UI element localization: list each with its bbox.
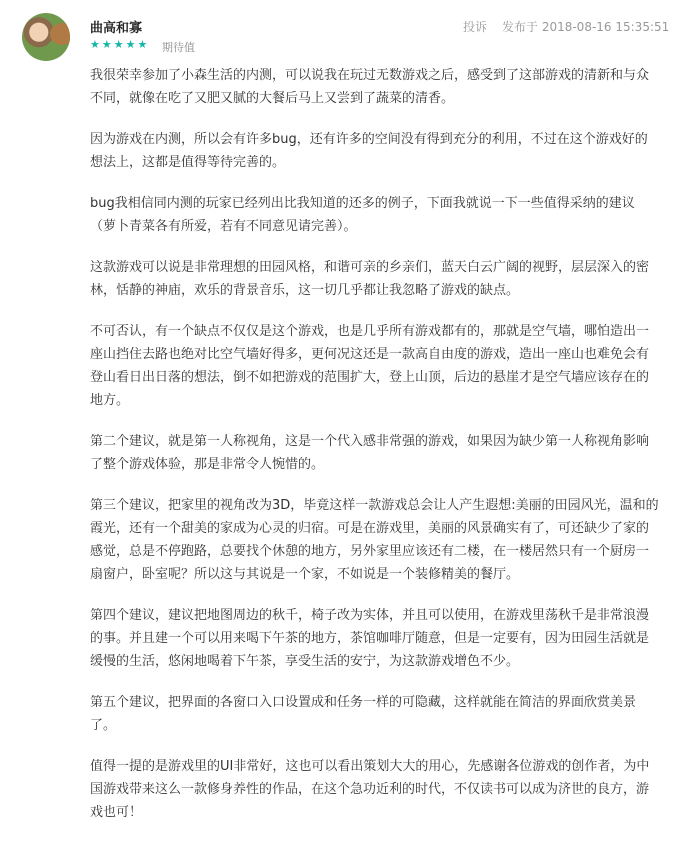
star-icon: ★ bbox=[90, 38, 100, 51]
review-paragraph: bug我相信同内测的玩家已经列出比我知道的还多的例子，下面我就说一下一些值得采纳的建议（萝卜青菜各有所爱，若有不同意见请完善）。 bbox=[90, 196, 635, 234]
review-paragraph: 值得一提的是游戏里的UI非常好，这也可以看出策划大大的用心，先感谢各位游戏的创作者，为中国游戏带来这么一款修身养性的作品，在这个急功近利的时代，不仅读书可以成为济世的良方，游戏也可！ bbox=[90, 759, 650, 820]
report-link[interactable]: 投诉 bbox=[463, 20, 488, 34]
review-content bbox=[90, 64, 660, 842]
star-icon: ★ bbox=[125, 38, 136, 51]
rating-label: 期待值 bbox=[162, 41, 195, 54]
star-icon: ★ bbox=[113, 38, 124, 51]
review-paragraph: 这款游戏可以说是非常理想的田园风格，和谐可亲的乡亲们，蓝天白云广阔的视野，层层深入的密林，恬静的神庙，欢乐的背景音乐，这一切几乎都让我忽略了游戏的缺点。 bbox=[90, 260, 650, 298]
avatar[interactable] bbox=[22, 13, 70, 61]
publish-timestamp: 发布于 2018-08-16 15:35:51 bbox=[502, 20, 670, 34]
review-paragraph: 第五个建议，把界面的各窗口入口设置成和任务一样的可隐藏，这样就能在简洁的界面欣赏美景了。 bbox=[90, 695, 637, 733]
review-paragraph: 因为游戏在内测，所以会有许多bug，还有许多的空间没有得到充分的利用，不过在这个游戏好的想法上，这都是值得等待完善的。 bbox=[90, 132, 648, 170]
star-icon: ★ bbox=[137, 38, 148, 51]
avatar-dog-shape bbox=[50, 23, 70, 45]
username[interactable]: 曲高和寡 bbox=[90, 21, 143, 36]
rating-stars bbox=[90, 39, 147, 51]
review-paragraph: 不可否认，有一个缺点不仅仅是这个游戏，也是几乎所有游戏都有的，那就是空气墙，哪怕造出一座山挡住去路也绝对比空气墙好得多，更何况这还是一款高自由度的游戏，造出一座山也难免会有登山看日出日落的想法，倒不如把游戏的范围扩大，登上山顶，后边的悬崖才是空气墙应该存在的地方。 bbox=[90, 324, 650, 408]
star-icon: ★ bbox=[101, 38, 112, 51]
review-paragraph: 第二个建议，就是第一人称视角，这是一个代入感非常强的游戏，如果因为缺少第一人称视角影响了整个游戏体验，那是非常令人惋惜的。 bbox=[90, 434, 650, 472]
review-paragraph: 第三个建议，把家里的视角改为3D，毕竟这样一款游戏总会让人产生遐想:美丽的田园风光，温和的霞光，还有一个甜美的家成为心灵的归宿。可是在游戏里，美丽的风景确实有了，可还缺少了家的感觉，总是不停跑路，总要找个休憩的地方，另外家里应该还有二楼，在一楼居然只有一个厨房一扇窗户，卧室呢？所以这与其说是一个家，不如说是一个装修精美的餐厅。 bbox=[90, 498, 659, 582]
review-paragraph: 我很荣幸参加了小森生活的内测，可以说我在玩过无数游戏之后，感受到了这部游戏的清新和与众不同，就像在吃了又肥又腻的大餐后马上又尝到了蔬菜的清香。 bbox=[90, 68, 650, 106]
review-paragraph: 第四个建议，建议把地图周边的秋千，椅子改为实体，并且可以使用，在游戏里荡秋千是非常浪漫的事。并且建一个可以用来喝下午茶的地方，茶馆咖啡厅随意，但是一定要有，因为田园生活就是缓慢的生活，悠闲地喝着下午茶，享受生活的安宁，为这款游戏增色不少。 bbox=[90, 608, 650, 669]
